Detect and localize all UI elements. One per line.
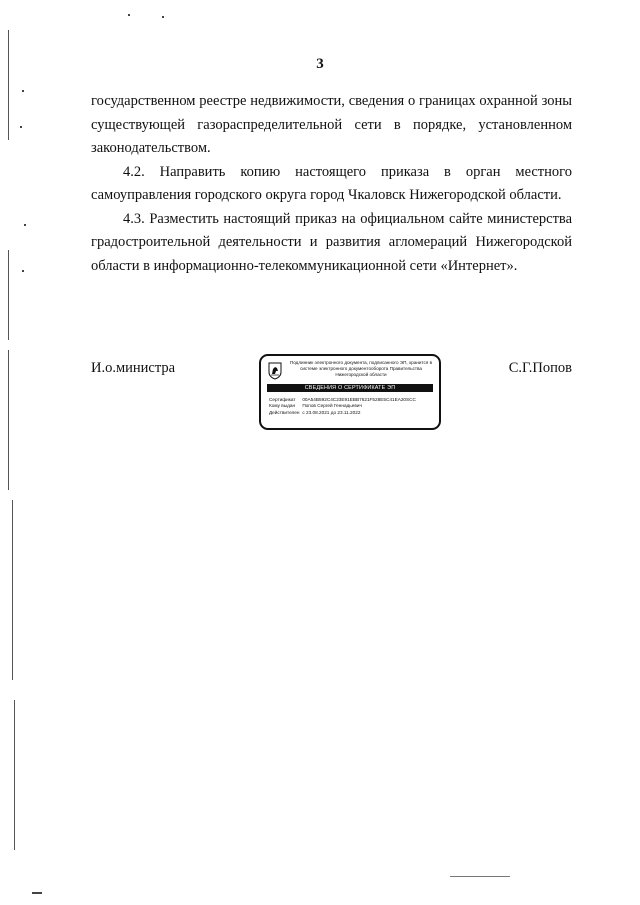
scan-speck <box>32 892 42 894</box>
scan-margin-line <box>8 250 9 340</box>
scan-margin-line <box>12 500 13 680</box>
electronic-signature-stamp <box>259 354 441 430</box>
scan-speck <box>162 16 164 18</box>
page-number: 3 <box>316 56 324 72</box>
scan-speck <box>450 876 510 877</box>
stamp-valid-row <box>269 410 435 416</box>
scan-speck <box>128 14 130 16</box>
stamp-issued-to-label: Кому выдан <box>269 403 296 409</box>
paragraph-4-2: 4.2. Направить копию настоящего приказа в орган местного самоуправления городского округа город Чкаловск Нижегородской области. <box>91 163 572 203</box>
scan-speck <box>24 224 26 226</box>
scan-speck <box>20 126 22 128</box>
paragraph-continuation: государственном реестре недвижимости, сведения о границах охранной зоны существующей газораспределительной сети в порядке, установленном законодательством. <box>91 93 572 156</box>
signatory-name: С.Г.Попов <box>508 360 572 376</box>
paragraph-4-3: 4.3. Разместить настоящий приказ на официальном сайте министерства градостроительной деятельности и развития агломераций Нижегородской области в информационно-телекоммуникационной сети «Интернет». <box>91 210 572 274</box>
stamp-valid-value: с 23.08.2021 до 23.11.2022 <box>302 409 361 415</box>
nizhny-novgorod-coat-of-arms-icon <box>268 362 282 380</box>
stamp-valid-label: Действителен <box>269 409 300 415</box>
document-body <box>91 90 572 278</box>
signature-block <box>91 360 572 440</box>
scan-margin-line <box>8 350 9 490</box>
stamp-certificate-value: 00A54B592C4C23E91EBB7621F528E5C41EA20SCC <box>302 397 416 402</box>
stamp-details <box>269 397 435 416</box>
scan-margin-line <box>8 30 9 140</box>
signatory-role: И.о.министра <box>91 360 176 376</box>
scan-speck <box>22 270 24 272</box>
scan-margin-line <box>14 700 15 850</box>
scan-speck <box>22 90 24 92</box>
stamp-title-band: СВЕДЕНИЯ О СЕРТИФИКАТЕ ЭП <box>267 384 433 392</box>
stamp-issued-to-value: Попов Сергей Геннадьевич <box>302 403 362 409</box>
stamp-header-text: Подлинник электронного документа, подписанного ЭП, хранится в системе электронного документооборота Правительства Нижегородской области <box>289 360 433 377</box>
stamp-certificate-label: Сертификат <box>269 397 296 402</box>
